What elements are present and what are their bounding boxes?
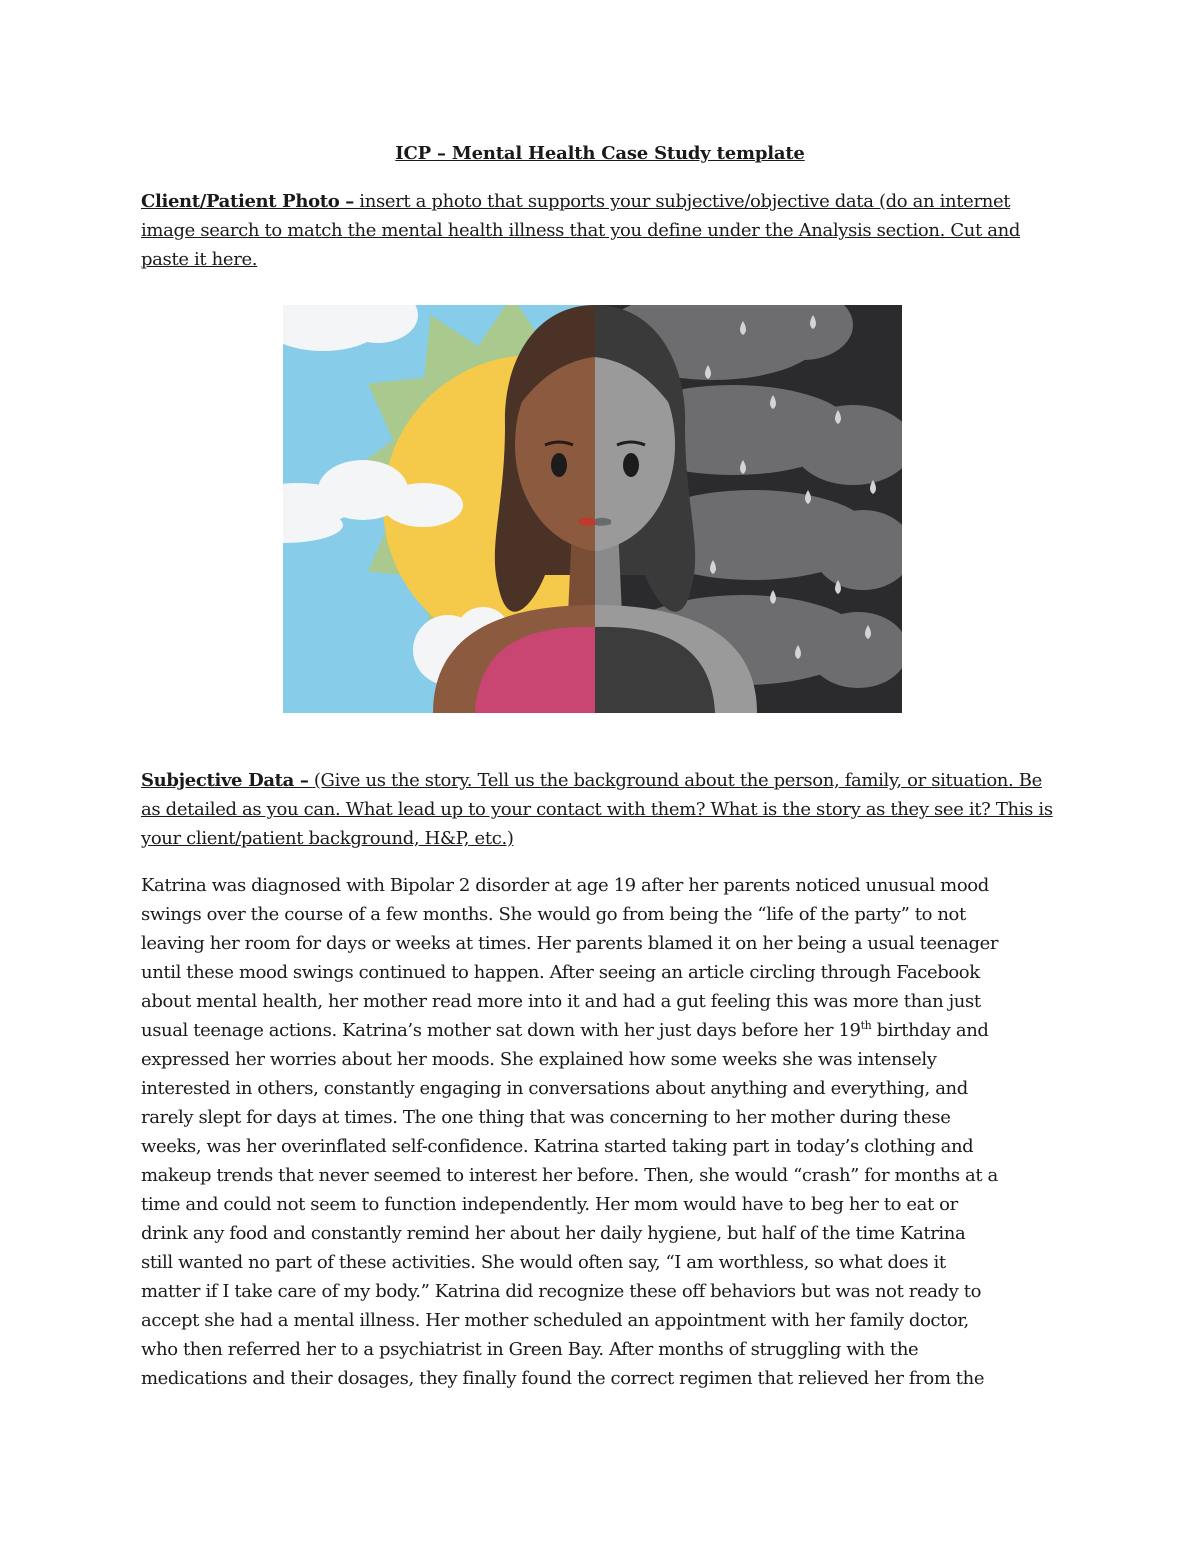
photo-section-prompt	[141, 187, 1066, 274]
narrative-line: matter if I take care of my body.” Katrina did recognize these off behaviors but was not ready to	[141, 1281, 982, 1302]
photo-section-instructions: insert a photo that supports your subjective/objective data (do an internet image search to match the mental health illness that you define under the Analysis section. Cut and paste it here.	[141, 191, 1021, 270]
narrative-line: swings over the course of a few months. She would go from being the “life of the party” to not	[141, 904, 966, 925]
split-face-illustration	[283, 305, 902, 713]
narrative-line: leaving her room for days or weeks at times. Her parents blamed it on her being a usual teenager	[141, 933, 999, 954]
eye-right	[623, 453, 639, 477]
document-title: ICP – Mental Health Case Study template	[395, 143, 805, 164]
narrative-line: expressed her worries about her moods. She explained how some weeks she was intensely	[141, 1049, 937, 1070]
narrative-line: until these mood swings continued to happen. After seeing an article circling through Facebook	[141, 962, 980, 983]
narrative-line-end: birthday and	[871, 1020, 989, 1041]
ordinal-suffix: th	[860, 1019, 872, 1032]
narrative-line: medications and their dosages, they finally found the correct regimen that relieved her from the	[141, 1368, 985, 1389]
narrative-line: drink any food and constantly remind her about her daily hygiene, but half of the time Katrina	[141, 1223, 966, 1244]
narrative-line: about mental health, her mother read more into it and had a gut feeling this was more than just	[141, 991, 981, 1012]
narrative-line-start: usual teenage actions. Katrina’s mother sat down with her just days before her 19	[141, 1020, 861, 1041]
narrative-line: Katrina was diagnosed with Bipolar 2 disorder at age 19 after her parents noticed unusual mood	[141, 875, 989, 896]
narrative-line: who then referred her to a psychiatrist in Green Bay. After months of struggling with the	[141, 1339, 919, 1360]
case-narrative	[141, 871, 1063, 1393]
narrative-line: rarely slept for days at times. The one thing that was concerning to her mother during these	[141, 1107, 951, 1128]
eye-left	[551, 453, 567, 477]
subjective-data-instructions: (Give us the story. Tell us the background about the person, family, or situation. Be as detailed as you can. What lead up to your contact with them? What is the story as they see it? This is your client/patient background, H&P, etc.)	[141, 770, 1053, 849]
narrative-line: makeup trends that never seemed to interest her before. Then, she would “crash” for months at a	[141, 1165, 998, 1186]
narrative-line: still wanted no part of these activities. She would often say, “I am worthless, so what does it	[141, 1252, 946, 1273]
narrative-line	[141, 1016, 1063, 1045]
subjective-data-label: Subjective Data –	[141, 770, 309, 791]
client-photo-illustration	[283, 305, 902, 713]
narrative-line: time and could not seem to function independently. Her mom would have to beg her to eat or	[141, 1194, 958, 1215]
narrative-line: weeks, was her overinflated self-confidence. Katrina started taking part in today’s clothing and	[141, 1136, 974, 1157]
subjective-data-prompt	[141, 766, 1066, 853]
narrative-line: accept she had a mental illness. Her mother scheduled an appointment with her family doctor,	[141, 1310, 969, 1331]
narrative-line: interested in others, constantly engaging in conversations about anything and everything, and	[141, 1078, 968, 1099]
photo-section-label: Client/Patient Photo –	[141, 191, 354, 212]
